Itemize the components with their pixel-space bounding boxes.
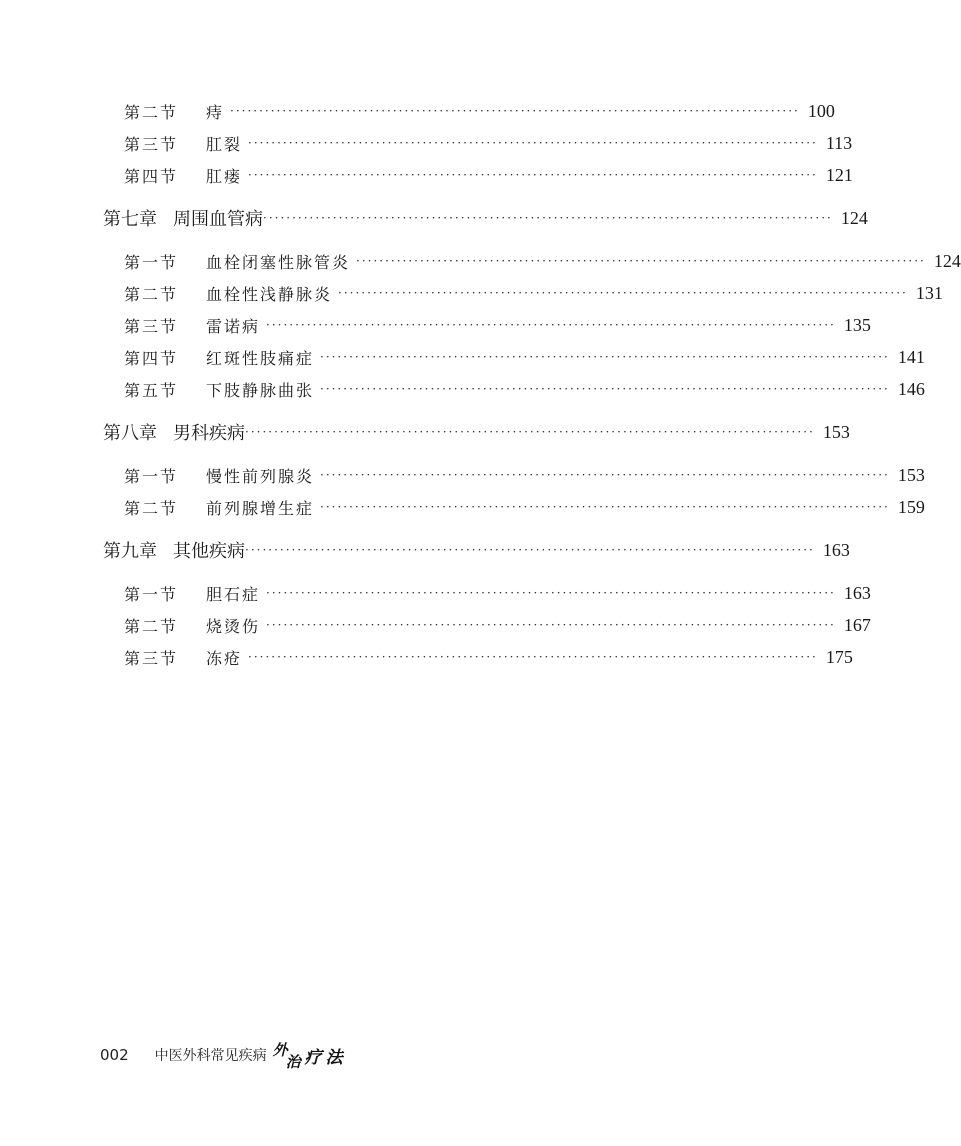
- page-number: 175: [825, 646, 853, 667]
- page-number: 141: [897, 346, 925, 367]
- toc-row[interactable]: [0, 492, 925, 522]
- leader-dots: ··································································································: [320, 500, 890, 514]
- stamp-char: 疗: [304, 1047, 322, 1068]
- toc-row[interactable]: [0, 342, 925, 372]
- section-number: 第五节: [124, 380, 179, 400]
- leader-dots: ··································································································: [266, 586, 836, 600]
- leader-dots: ··································································································: [245, 543, 815, 557]
- toc-row[interactable]: [0, 160, 853, 190]
- chapter-number: 第七章: [103, 209, 157, 230]
- page-number: 124: [933, 250, 961, 271]
- chapter-number: 第八章: [103, 423, 157, 444]
- toc-row[interactable]: [0, 246, 961, 276]
- section-number: 第一节: [124, 466, 179, 486]
- page-number: 163: [843, 582, 871, 603]
- chapter-number: 第九章: [103, 541, 157, 562]
- toc-row[interactable]: [0, 610, 871, 640]
- leader-dots: ··································································································: [356, 254, 926, 268]
- toc-row[interactable]: [0, 374, 925, 404]
- leader-dots: ··································································································: [248, 650, 818, 664]
- leader-dots: ··································································································: [338, 286, 908, 300]
- section-number: 第二节: [124, 284, 179, 304]
- toc-row[interactable]: [0, 96, 835, 126]
- section-number: 第二节: [124, 616, 179, 636]
- toc-chapter-row[interactable]: [0, 535, 850, 565]
- leader-dots: ··································································································: [248, 168, 818, 182]
- leader-dots: ··································································································: [266, 618, 836, 632]
- page-number: 135: [843, 314, 871, 335]
- section-title: 肛裂: [206, 134, 243, 154]
- toc-row[interactable]: [0, 578, 871, 608]
- leader-dots: ··································································································: [248, 136, 818, 150]
- page-number: 163: [822, 539, 850, 560]
- section-title: 胆石症: [206, 584, 261, 604]
- toc-chapter-row[interactable]: [0, 417, 850, 447]
- chapter-title: 周围血管病: [173, 209, 263, 230]
- section-number: 第三节: [124, 648, 179, 668]
- toc-row[interactable]: [0, 278, 943, 308]
- leader-dots: ··································································································: [320, 350, 890, 364]
- leader-dots: ··································································································: [320, 382, 890, 396]
- stamp-char: 法: [325, 1047, 343, 1068]
- toc-chapter-row[interactable]: [0, 203, 868, 233]
- section-title: 下肢静脉曲张: [206, 380, 315, 400]
- section-number: 第一节: [124, 584, 179, 604]
- section-number: 第一节: [124, 252, 179, 272]
- page-number: 113: [825, 132, 853, 153]
- section-title: 血栓闭塞性脉管炎: [206, 252, 351, 272]
- page-number: 121: [825, 164, 853, 185]
- section-title: 慢性前列腺炎: [206, 466, 315, 486]
- section-title: 雷诺病: [206, 316, 261, 336]
- section-title: 红斑性肢痛症: [206, 348, 315, 368]
- page-number: 131: [915, 282, 943, 303]
- page-number: 167: [843, 614, 871, 635]
- section-number: 第二节: [124, 102, 179, 122]
- page-number: 159: [897, 496, 925, 517]
- footer-title-stamp: [272, 1040, 343, 1071]
- page-number: 146: [897, 378, 925, 399]
- stamp-char: 外: [272, 1040, 288, 1059]
- leader-dots: ··································································································: [245, 425, 815, 439]
- section-title: 前列腺增生症: [206, 498, 315, 518]
- leader-dots: ··································································································: [266, 318, 836, 332]
- section-number: 第三节: [124, 134, 179, 154]
- toc-row[interactable]: [0, 642, 853, 672]
- leader-dots: ··································································································: [230, 104, 800, 118]
- page-number: 124: [840, 207, 868, 228]
- section-number: 第四节: [124, 348, 179, 368]
- page-footer: [100, 1040, 343, 1070]
- leader-dots: ··································································································: [320, 468, 890, 482]
- section-title: 血栓性浅静脉炎: [206, 284, 333, 304]
- section-title: 痔: [206, 102, 225, 122]
- toc-row[interactable]: [0, 128, 853, 158]
- section-title: 肛瘘: [206, 166, 243, 186]
- section-title: 冻疮: [206, 648, 243, 668]
- section-number: 第二节: [124, 498, 179, 518]
- section-number: 第四节: [124, 166, 179, 186]
- leader-dots: ··································································································: [263, 211, 833, 225]
- page-number: 100: [807, 100, 835, 121]
- section-title: 烧烫伤: [206, 616, 261, 636]
- footer-book-title: 中医外科常见疾病: [154, 1048, 267, 1064]
- toc-row[interactable]: [0, 310, 871, 340]
- footer-page-number: 002: [100, 1046, 129, 1064]
- stamp-char: 治: [285, 1052, 301, 1071]
- page-number: 153: [897, 464, 925, 485]
- chapter-title: 其他疾病: [173, 541, 245, 562]
- section-number: 第三节: [124, 316, 179, 336]
- toc-row[interactable]: [0, 460, 925, 490]
- page-number: 153: [822, 421, 850, 442]
- chapter-title: 男科疾病: [173, 423, 245, 444]
